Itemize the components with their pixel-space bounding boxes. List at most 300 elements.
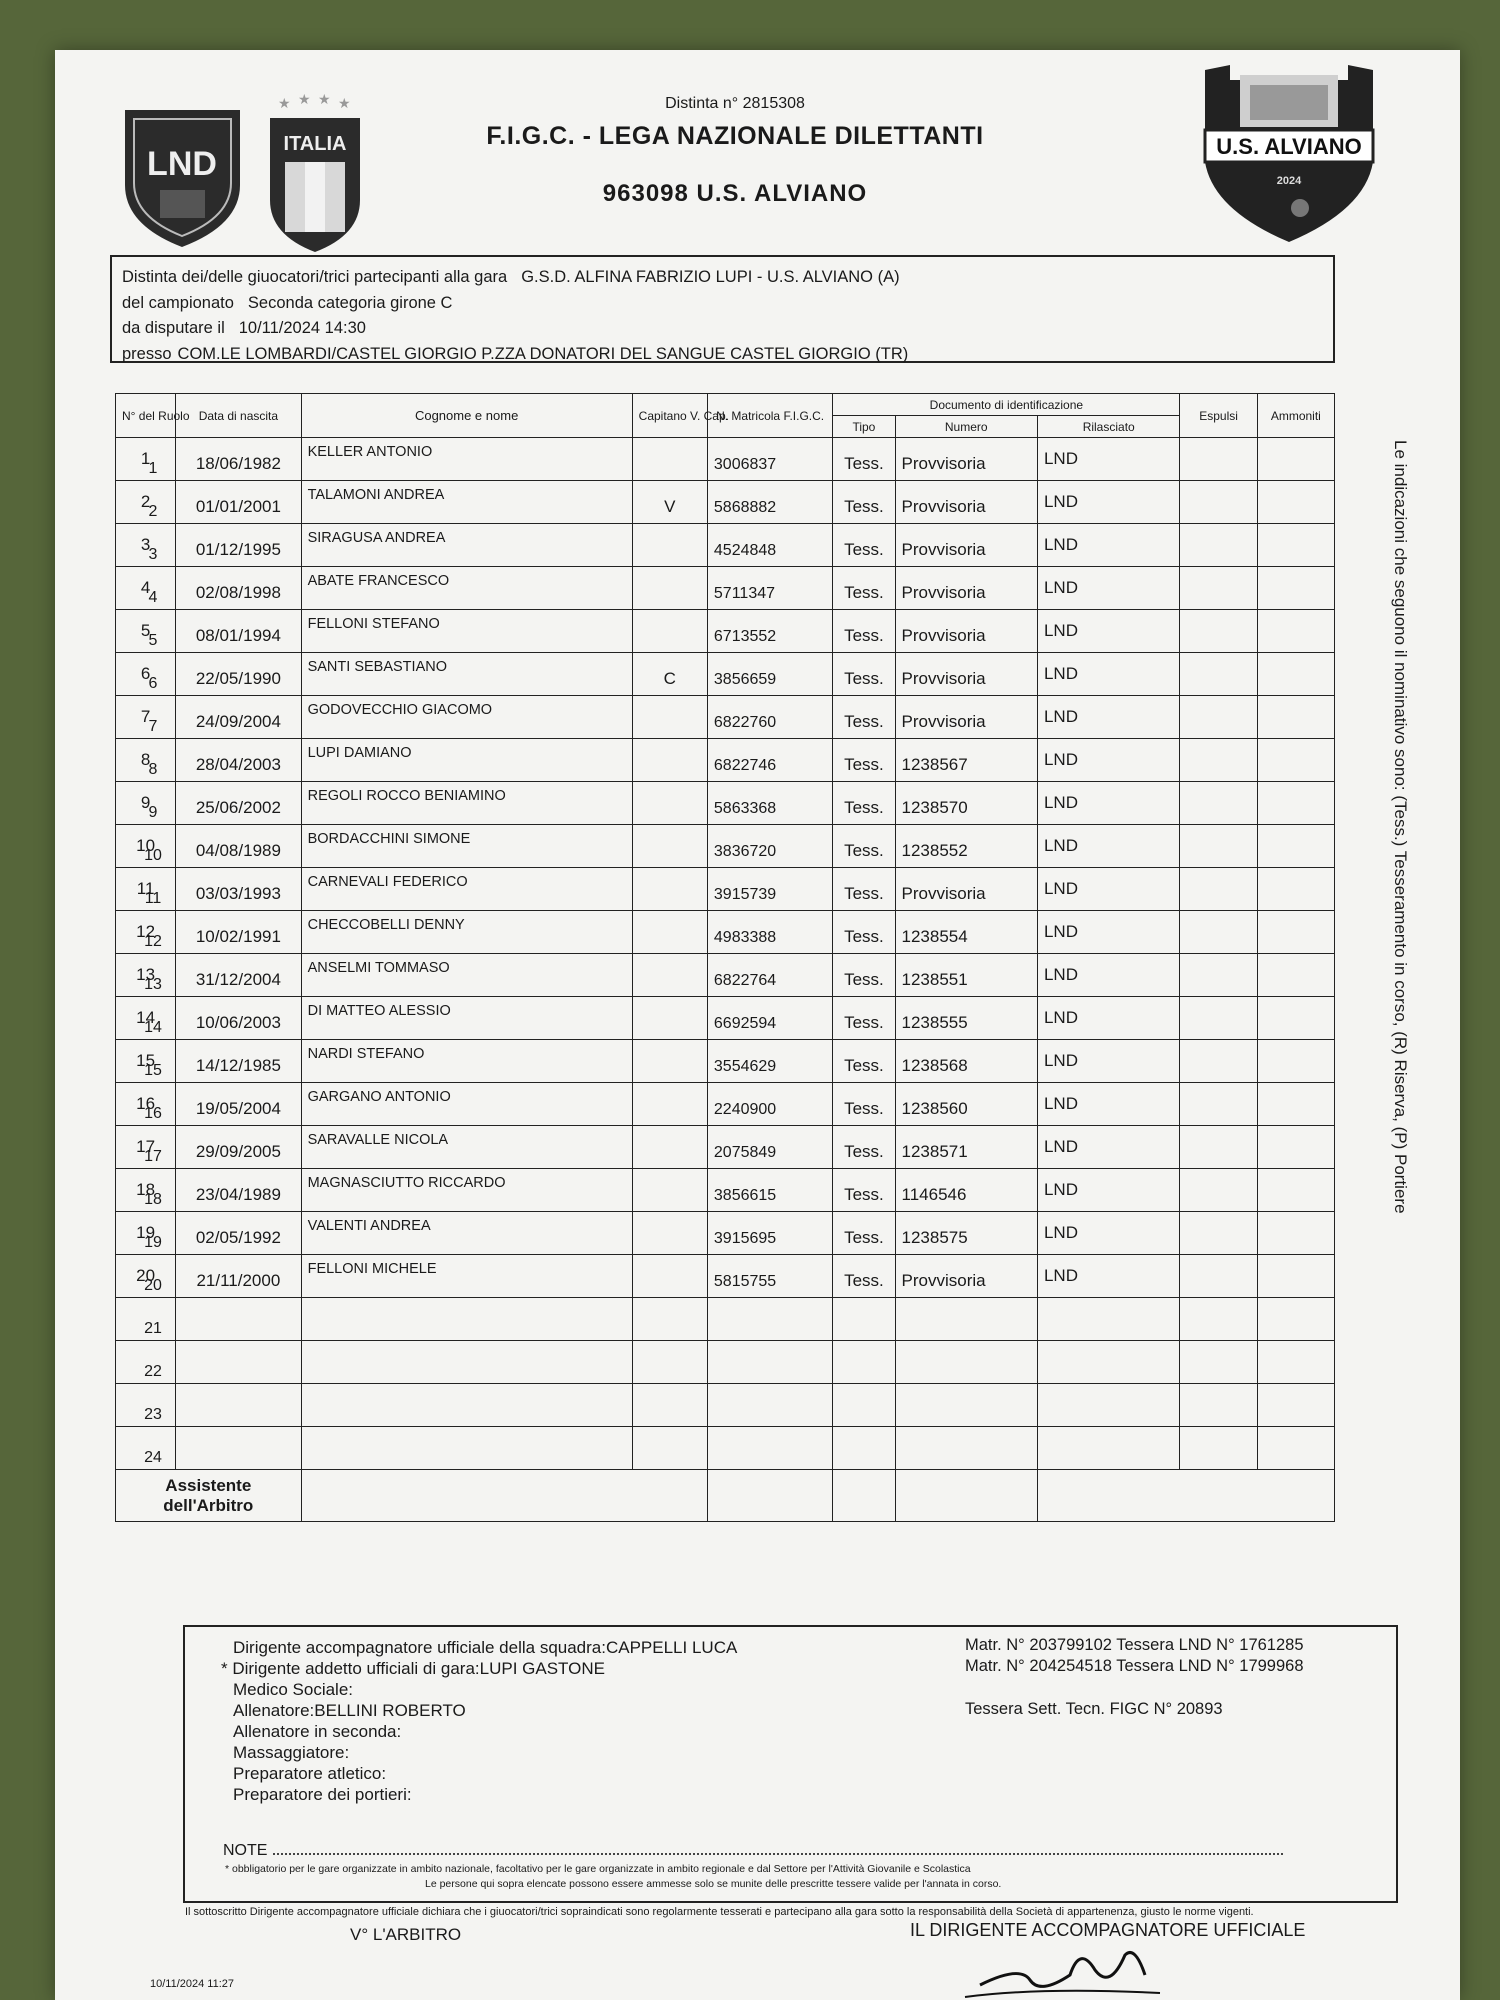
- row-player-name: VALENTI ANDREA: [301, 1212, 632, 1255]
- row-doc-type: Tess.: [833, 610, 895, 653]
- row-captain: [632, 954, 707, 997]
- row-index: 13: [144, 976, 162, 993]
- escort-id: Matr. N° 203799102 Tessera LND N° 1761285: [965, 1636, 1304, 1654]
- table-row: [116, 1126, 1335, 1169]
- svg-text:★: ★: [338, 96, 351, 112]
- header-matricola: N. Matricola F.I.G.C.: [707, 394, 832, 438]
- row-index: 8: [148, 761, 158, 778]
- row-birthdate: 01/12/1995: [176, 524, 301, 567]
- row-matricola: [707, 1341, 832, 1384]
- row-doc-number: Provvisoria: [895, 868, 1037, 911]
- row-doc-issued: LND: [1037, 825, 1179, 868]
- row-captain: V: [632, 481, 707, 524]
- row-warned: [1257, 696, 1334, 739]
- row-expelled: [1180, 1341, 1257, 1384]
- row-index: 24: [144, 1449, 162, 1466]
- row-doc-number: 1238554: [895, 911, 1037, 954]
- row-index: 18: [144, 1191, 162, 1208]
- row-matricola: 3856659: [707, 653, 832, 696]
- row-doc-type: Tess.: [833, 997, 895, 1040]
- row-captain: [632, 1126, 707, 1169]
- row-player-name: [301, 1341, 632, 1384]
- match-line: [122, 265, 1323, 291]
- header-birthdate: Data di nascita: [176, 394, 301, 438]
- row-player-name: MAGNASCIUTTO RICCARDO: [301, 1169, 632, 1212]
- row-expelled: [1180, 438, 1257, 481]
- row-player-name: ABATE FRANCESCO: [301, 567, 632, 610]
- row-doc-number: 1238570: [895, 782, 1037, 825]
- header-name: Cognome e nome: [301, 394, 632, 438]
- row-ruolo: 19: [116, 1212, 176, 1255]
- row-warned: [1257, 1169, 1334, 1212]
- row-matricola: [707, 1427, 832, 1470]
- row-expelled: [1180, 1126, 1257, 1169]
- row-matricola: 3915695: [707, 1212, 832, 1255]
- row-expelled: [1180, 954, 1257, 997]
- row-ruolo: 11: [116, 868, 176, 911]
- row-doc-issued: LND: [1037, 1040, 1179, 1083]
- row-captain: [632, 1255, 707, 1298]
- referee-assistant-label: [122, 1476, 295, 1516]
- row-player-name: LUPI DAMIANO: [301, 739, 632, 782]
- official-escort: Dirigente accompagnatore ufficiale della squadra:CAPPELLI LUCA: [233, 1638, 738, 1657]
- row-doc-type: [833, 1298, 895, 1341]
- referee-officer: * Dirigente addetto ufficiali di gara:LUPI GASTONE: [221, 1659, 605, 1678]
- distinta-number: Distinta n° 2815308: [665, 95, 805, 112]
- row-doc-type: [833, 1427, 895, 1470]
- row-captain: [632, 1083, 707, 1126]
- row-captain: [632, 524, 707, 567]
- header-document: Documento di identificazione: [833, 394, 1180, 416]
- row-warned: [1257, 1040, 1334, 1083]
- row-matricola: 3554629: [707, 1040, 832, 1083]
- row-ruolo: 5: [116, 610, 176, 653]
- row-doc-issued: LND: [1037, 911, 1179, 954]
- row-doc-type: Tess.: [833, 868, 895, 911]
- row-matricola: 4524848: [707, 524, 832, 567]
- row-captain: [632, 825, 707, 868]
- row-matricola: 5711347: [707, 567, 832, 610]
- table-row: [116, 739, 1335, 782]
- row-matricola: 6822760: [707, 696, 832, 739]
- row-doc-number: Provvisoria: [895, 438, 1037, 481]
- table-row: [116, 1169, 1335, 1212]
- row-birthdate: 14/12/1985: [176, 1040, 301, 1083]
- assistant-matricola-cell: [707, 1470, 832, 1522]
- row-doc-type: Tess.: [833, 1212, 895, 1255]
- row-index: 9: [148, 804, 158, 821]
- row-warned: [1257, 954, 1334, 997]
- table-row: [116, 1083, 1335, 1126]
- row-birthdate: 10/02/1991: [176, 911, 301, 954]
- row-matricola: 6822746: [707, 739, 832, 782]
- row-birthdate: 28/04/2003: [176, 739, 301, 782]
- row-matricola: [707, 1384, 832, 1427]
- row-ruolo: 18: [116, 1169, 176, 1212]
- row-doc-type: Tess.: [833, 1169, 895, 1212]
- row-captain: [632, 911, 707, 954]
- row-doc-number: [895, 1341, 1037, 1384]
- officer-id: Matr. N° 204254518 Tessera LND N° 1799968: [965, 1657, 1304, 1675]
- table-row: [116, 1427, 1335, 1470]
- fitness-coach: Preparatore atletico:: [233, 1764, 387, 1783]
- row-matricola: 3006837: [707, 438, 832, 481]
- row-doc-number: 1238571: [895, 1126, 1037, 1169]
- row-expelled: [1180, 1384, 1257, 1427]
- row-index: 17: [144, 1148, 162, 1165]
- table-row: [116, 782, 1335, 825]
- row-captain: [632, 1384, 707, 1427]
- referee-assistant-line1: Assistente: [165, 1475, 252, 1495]
- row-warned: [1257, 997, 1334, 1040]
- row-index: 22: [144, 1363, 162, 1380]
- row-player-name: REGOLI ROCCO BENIAMINO: [301, 782, 632, 825]
- row-warned: [1257, 911, 1334, 954]
- handwritten-signature: [960, 1935, 1170, 2000]
- row-captain: [632, 997, 707, 1040]
- championship-line: [122, 291, 1323, 317]
- row-captain: [632, 1341, 707, 1384]
- row-ruolo: 2: [116, 481, 176, 524]
- row-matricola: [707, 1298, 832, 1341]
- row-doc-type: Tess.: [833, 1083, 895, 1126]
- table-row: [116, 1212, 1335, 1255]
- table-row: [116, 1255, 1335, 1298]
- row-doc-number: 1238560: [895, 1083, 1037, 1126]
- row-birthdate: [176, 1341, 301, 1384]
- row-birthdate: [176, 1298, 301, 1341]
- row-doc-type: Tess.: [833, 481, 895, 524]
- row-birthdate: 23/04/1989: [176, 1169, 301, 1212]
- row-expelled: [1180, 1298, 1257, 1341]
- table-row: [116, 653, 1335, 696]
- row-expelled: [1180, 696, 1257, 739]
- row-doc-number: 1238575: [895, 1212, 1037, 1255]
- row-doc-issued: LND: [1037, 653, 1179, 696]
- row-doc-number: 1238567: [895, 739, 1037, 782]
- row-captain: [632, 1169, 707, 1212]
- championship-label: del campionato: [122, 293, 234, 312]
- row-birthdate: 31/12/2004: [176, 954, 301, 997]
- match-value: G.S.D. ALFINA FABRIZIO LUPI - U.S. ALVIANO (A): [521, 268, 900, 286]
- row-doc-issued: [1037, 1298, 1179, 1341]
- row-doc-number: Provvisoria: [895, 567, 1037, 610]
- row-expelled: [1180, 1212, 1257, 1255]
- row-ruolo: 16: [116, 1083, 176, 1126]
- row-index: 20: [144, 1277, 162, 1294]
- header-doc-type: Tipo: [833, 416, 895, 438]
- row-captain: [632, 610, 707, 653]
- row-player-name: CHECCOBELLI DENNY: [301, 911, 632, 954]
- row-player-name: TALAMONI ANDREA: [301, 481, 632, 524]
- row-birthdate: 02/08/1998: [176, 567, 301, 610]
- row-ruolo: 13: [116, 954, 176, 997]
- row-matricola: 6822764: [707, 954, 832, 997]
- row-birthdate: [176, 1427, 301, 1470]
- row-matricola: 6692594: [707, 997, 832, 1040]
- table-row: [116, 1040, 1335, 1083]
- coach-license: Tessera Sett. Tecn. FIGC N° 20893: [965, 1700, 1223, 1718]
- staff-ids: [965, 1635, 1304, 1720]
- row-index: 1: [148, 460, 158, 477]
- referee-assistant-cell: [116, 1470, 302, 1522]
- row-ruolo: 8: [116, 739, 176, 782]
- note-dotted-line: [273, 1853, 1283, 1855]
- row-player-name: [301, 1384, 632, 1427]
- escort-declaration: Il sottoscritto Dirigente accompagnatore ufficiale dichiara che i giuocatori/trici sopraindicati sono regolarmente tesserati e partecipano alla gara sotto la responsabilità della Società di appartenenza, giusto le norme vigenti.: [185, 1906, 1254, 1918]
- row-index: 23: [144, 1406, 162, 1423]
- row-warned: [1257, 653, 1334, 696]
- row-doc-number: Provvisoria: [895, 696, 1037, 739]
- svg-text:2024: 2024: [1276, 175, 1302, 187]
- match-info-box: [110, 255, 1335, 363]
- row-doc-number: [895, 1298, 1037, 1341]
- row-matricola: 5815755: [707, 1255, 832, 1298]
- row-birthdate: 18/06/1982: [176, 438, 301, 481]
- date-line: [122, 316, 1323, 342]
- row-ruolo: 7: [116, 696, 176, 739]
- svg-text:★: ★: [298, 92, 311, 108]
- row-doc-issued: [1037, 1384, 1179, 1427]
- table-row: [116, 1384, 1335, 1427]
- header-ruolo: N° del Ruolo: [116, 394, 176, 438]
- row-expelled: [1180, 739, 1257, 782]
- row-expelled: [1180, 610, 1257, 653]
- row-matricola: 2075849: [707, 1126, 832, 1169]
- row-warned: [1257, 782, 1334, 825]
- date-value: 10/11/2024 14:30: [238, 319, 366, 337]
- row-doc-type: Tess.: [833, 567, 895, 610]
- table-row: [116, 524, 1335, 567]
- table-row: [116, 1298, 1335, 1341]
- header-doc-issued: Rilasciato: [1037, 416, 1179, 438]
- row-doc-number: 1238551: [895, 954, 1037, 997]
- goalkeeper-coach: Preparatore dei portieri:: [233, 1785, 412, 1804]
- row-player-name: ANSELMI TOMMASO: [301, 954, 632, 997]
- row-player-name: GODOVECCHIO GIACOMO: [301, 696, 632, 739]
- header-doc-number: Numero: [895, 416, 1037, 438]
- table-row: [116, 567, 1335, 610]
- print-timestamp: 10/11/2024 11:27: [150, 1978, 235, 1990]
- row-ruolo: 14: [116, 997, 176, 1040]
- team-doctor: Medico Sociale:: [233, 1680, 354, 1699]
- assistant-coach: Allenatore in seconda:: [233, 1722, 402, 1741]
- row-matricola: 3856615: [707, 1169, 832, 1212]
- row-warned: [1257, 868, 1334, 911]
- row-doc-number: 1238552: [895, 825, 1037, 868]
- row-doc-type: Tess.: [833, 1126, 895, 1169]
- row-doc-issued: [1037, 1427, 1179, 1470]
- row-index: 19: [144, 1234, 162, 1251]
- row-doc-issued: LND: [1037, 567, 1179, 610]
- row-birthdate: 22/05/1990: [176, 653, 301, 696]
- row-doc-issued: LND: [1037, 481, 1179, 524]
- fine-print-mandatory: * obbligatorio per le gare organizzate in ambito nazionale, facoltativo per le gare organizzate in ambito regionale e dal Settore per l'Attività Giovanile e Scolastica: [225, 1863, 971, 1875]
- row-doc-number: 1238568: [895, 1040, 1037, 1083]
- row-expelled: [1180, 653, 1257, 696]
- row-expelled: [1180, 1427, 1257, 1470]
- venue-line: [122, 342, 1323, 368]
- row-player-name: BORDACCHINI SIMONE: [301, 825, 632, 868]
- row-birthdate: 25/06/2002: [176, 782, 301, 825]
- row-index: 21: [144, 1320, 162, 1337]
- row-doc-type: Tess.: [833, 739, 895, 782]
- row-player-name: DI MATTEO ALESSIO: [301, 997, 632, 1040]
- row-ruolo: 12: [116, 911, 176, 954]
- row-birthdate: 24/09/2004: [176, 696, 301, 739]
- row-doc-type: [833, 1341, 895, 1384]
- row-warned: [1257, 438, 1334, 481]
- row-doc-number: 1238555: [895, 997, 1037, 1040]
- row-warned: [1257, 481, 1334, 524]
- row-doc-issued: LND: [1037, 610, 1179, 653]
- svg-text:LND: LND: [147, 145, 217, 183]
- row-player-name: SIRAGUSA ANDREA: [301, 524, 632, 567]
- row-matricola: 5863368: [707, 782, 832, 825]
- row-doc-type: Tess.: [833, 696, 895, 739]
- row-captain: [632, 567, 707, 610]
- row-ruolo: 15: [116, 1040, 176, 1083]
- italia-federation-logo: [265, 90, 365, 255]
- row-ruolo: 10: [116, 825, 176, 868]
- row-doc-type: Tess.: [833, 438, 895, 481]
- row-doc-type: Tess.: [833, 524, 895, 567]
- row-doc-issued: LND: [1037, 1212, 1179, 1255]
- row-doc-issued: LND: [1037, 739, 1179, 782]
- row-doc-issued: LND: [1037, 1083, 1179, 1126]
- row-birthdate: 04/08/1989: [176, 825, 301, 868]
- row-captain: C: [632, 653, 707, 696]
- table-row: [116, 911, 1335, 954]
- note-label: NOTE: [223, 1842, 268, 1859]
- row-index: 12: [144, 933, 162, 950]
- row-doc-type: [833, 1384, 895, 1427]
- row-warned: [1257, 524, 1334, 567]
- row-doc-type: Tess.: [833, 1255, 895, 1298]
- svg-text:ITALIA: ITALIA: [283, 133, 347, 155]
- row-doc-number: [895, 1427, 1037, 1470]
- masseur: Massaggiatore:: [233, 1743, 350, 1762]
- row-doc-issued: [1037, 1341, 1179, 1384]
- row-index: 5: [148, 632, 158, 649]
- lnd-logo: [120, 105, 245, 250]
- player-roster-table: [115, 393, 1335, 1522]
- staff-box: [183, 1625, 1398, 1903]
- table-row: [116, 610, 1335, 653]
- row-player-name: KELLER ANTONIO: [301, 438, 632, 481]
- row-captain: [632, 739, 707, 782]
- row-doc-number: Provvisoria: [895, 524, 1037, 567]
- row-expelled: [1180, 481, 1257, 524]
- row-ruolo: 4: [116, 567, 176, 610]
- row-index: 6: [148, 675, 158, 692]
- row-warned: [1257, 1427, 1334, 1470]
- row-expelled: [1180, 868, 1257, 911]
- row-expelled: [1180, 1040, 1257, 1083]
- row-birthdate: 29/09/2005: [176, 1126, 301, 1169]
- svg-text:U.S. ALVIANO: U.S. ALVIANO: [1216, 134, 1362, 159]
- row-index: 4: [148, 589, 158, 606]
- championship-value: Seconda categoria girone C: [247, 293, 453, 312]
- row-player-name: SANTI SEBASTIANO: [301, 653, 632, 696]
- row-captain: [632, 782, 707, 825]
- row-player-name: FELLONI STEFANO: [301, 610, 632, 653]
- row-ruolo: 20: [116, 1255, 176, 1298]
- table-row: [116, 825, 1335, 868]
- row-index: 7: [148, 718, 158, 735]
- row-doc-issued: LND: [1037, 997, 1179, 1040]
- row-doc-type: Tess.: [833, 825, 895, 868]
- note-line: [223, 1842, 1283, 1860]
- venue-label: presso: [122, 344, 172, 363]
- row-birthdate: 01/01/2001: [176, 481, 301, 524]
- row-doc-number: 1146546: [895, 1169, 1037, 1212]
- row-warned: [1257, 1341, 1334, 1384]
- row-ruolo: 1: [116, 438, 176, 481]
- row-warned: [1257, 1212, 1334, 1255]
- row-birthdate: 02/05/1992: [176, 1212, 301, 1255]
- row-doc-type: Tess.: [833, 782, 895, 825]
- row-matricola: 6713552: [707, 610, 832, 653]
- row-doc-issued: LND: [1037, 954, 1179, 997]
- svg-text:★: ★: [318, 92, 331, 108]
- row-index: 16: [144, 1105, 162, 1122]
- row-index: 3: [148, 546, 158, 563]
- row-matricola: 3836720: [707, 825, 832, 868]
- header-warned: Ammoniti: [1257, 394, 1334, 438]
- row-player-name: [301, 1427, 632, 1470]
- assistant-name-cell: [301, 1470, 707, 1522]
- row-matricola: 2240900: [707, 1083, 832, 1126]
- row-captain: [632, 1298, 707, 1341]
- row-doc-number: Provvisoria: [895, 481, 1037, 524]
- row-warned: [1257, 567, 1334, 610]
- header-expelled: Espulsi: [1180, 394, 1257, 438]
- club-title: 963098 U.S. ALVIANO: [602, 180, 868, 207]
- row-birthdate: 03/03/1993: [176, 868, 301, 911]
- row-ruolo: 9: [116, 782, 176, 825]
- row-expelled: [1180, 1169, 1257, 1212]
- row-doc-type: Tess.: [833, 954, 895, 997]
- row-index: 11: [144, 890, 162, 907]
- row-birthdate: 19/05/2004: [176, 1083, 301, 1126]
- row-expelled: [1180, 997, 1257, 1040]
- row-warned: [1257, 1083, 1334, 1126]
- row-ruolo: 3: [116, 524, 176, 567]
- referee-assistant-line2: dell'Arbitro: [163, 1495, 254, 1515]
- row-doc-issued: LND: [1037, 696, 1179, 739]
- row-doc-number: Provvisoria: [895, 610, 1037, 653]
- referee-visa-label: V° L'ARBITRO: [350, 1925, 462, 1944]
- row-doc-issued: LND: [1037, 1126, 1179, 1169]
- venue-value: COM.LE LOMBARDI/CASTEL GIORGIO P.ZZA DONATORI DEL SANGUE CASTEL GIORGIO (TR): [177, 344, 909, 363]
- assistant-number-cell: [895, 1470, 1037, 1522]
- row-doc-issued: LND: [1037, 1169, 1179, 1212]
- assistant-type-cell: [833, 1470, 895, 1522]
- table-row: [116, 481, 1335, 524]
- row-doc-number: Provvisoria: [895, 653, 1037, 696]
- row-matricola: 4983388: [707, 911, 832, 954]
- row-expelled: [1180, 524, 1257, 567]
- row-warned: [1257, 610, 1334, 653]
- row-warned: [1257, 1126, 1334, 1169]
- row-captain: [632, 868, 707, 911]
- row-doc-issued: LND: [1037, 438, 1179, 481]
- row-captain: [632, 696, 707, 739]
- row-expelled: [1180, 825, 1257, 868]
- side-legend-note: Le indicazioni che seguono il nominativo sono: (Tess.) Tesseramento in corso, (R) Riserva, (P) Portiere: [1391, 440, 1410, 1214]
- row-index: 2: [148, 503, 158, 520]
